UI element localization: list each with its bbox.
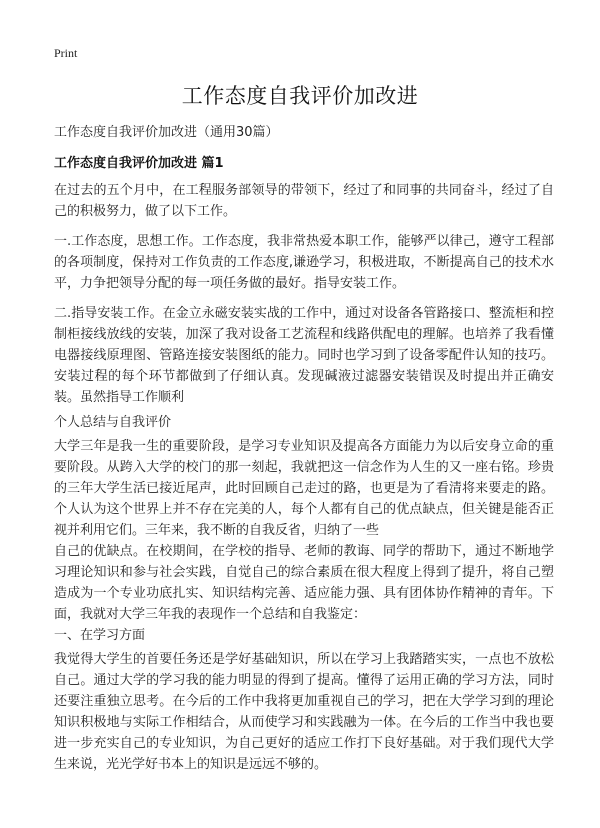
document-subtitle: 工作态度自我评价加改进（通用30篇） (54, 125, 279, 140)
paragraph-strengths: 自己的优缺点。在校期间，在学校的指导、老师的教诲、同学的帮助下，通过不断地学习理论知识和参与社会实践，自觉自己的综合素质在很大程度上得到了提升，将自己塑造成为一个专业功底扎实、知识结构完善、适应能力强、具有团体协作精神的青年。下面，我就对大学三年我的表现作一个总结和自我鉴定： (54, 544, 554, 622)
paragraph-installation: 二.指导安装工作。在金立永磁安装实战的工作中，通过对设备各管路接口、整流柜和控制柜接线放线的安装，加深了我对设备工艺流程和线路供配电的理解。也培养了我看懂电器接线原理图、管路连接安装图纸的能力。同时也学习到了设备零配件认知的技巧。安装过程的每个环节都做到了仔细认真。发现碱液过滤器安装错误及时提出并正确安装。虽然指导工作顺利 (54, 306, 554, 405)
paragraph-study: 我觉得大学生的首要任务还是学好基础知识，所以在学习上我踏踏实实，一点也不放松自己。通过大学的学习我的能力明显的得到了提高。懂得了运用正确的学习方法，同时还要注重独立思考。在今后的工作中我将更加重视自己的学习，把在大学学习到的理论知识积极地与实际工作相结合，从而使学习和实践融为一体。在今后的工作当中我也要进一步充实自己的专业知识，为自己更好的适应工作打下良好基础。对于我们现代大学生来说，光光学好书本上的知识是远远不够的。 (54, 652, 554, 772)
paragraph-intro: 在过去的五个月中，在工程服务部领导的带领下，经过了和同事的共同奋斗，经过了自己的积极努力，做了以下工作。 (54, 183, 554, 219)
page-title: 工作态度自我评价加改进 (181, 84, 419, 108)
section-heading-1: 工作态度自我评价加改进 篇1 (54, 156, 224, 171)
paragraph-work-attitude: 一.工作态度，思想工作。工作态度，我非常热爱本职工作，能够严以律己，遵守工程部的各项制度，保持对工作负责的工作态度,谦逊学习，积极进取，不断提高自己的技术水平，力争把领导分配的每一项任务做的最好。指导安装工作。 (54, 234, 554, 291)
heading-study: 一、在学习方面 (54, 628, 146, 643)
heading-personal-summary: 个人总结与自我评价 (54, 415, 172, 430)
paragraph-university: 大学三年是我一生的重要阶段，是学习专业知识及提高各方面能力为以后安身立命的重要阶段。从跨入大学的校门的那一刻起，我就把这一信念作为人生的又一座右铭。珍贵的三年大学生活已接近尾声，此时回顾自己走过的路，也更是为了看清将来要走的路。个人认为这个世界上并不存在完美的人，每个人都有自己的优点缺点，但关键是能否正视并利用它们。三年来，我不断的自我反省，归纳了一些 (54, 439, 554, 538)
print-label: Print (54, 46, 78, 60)
